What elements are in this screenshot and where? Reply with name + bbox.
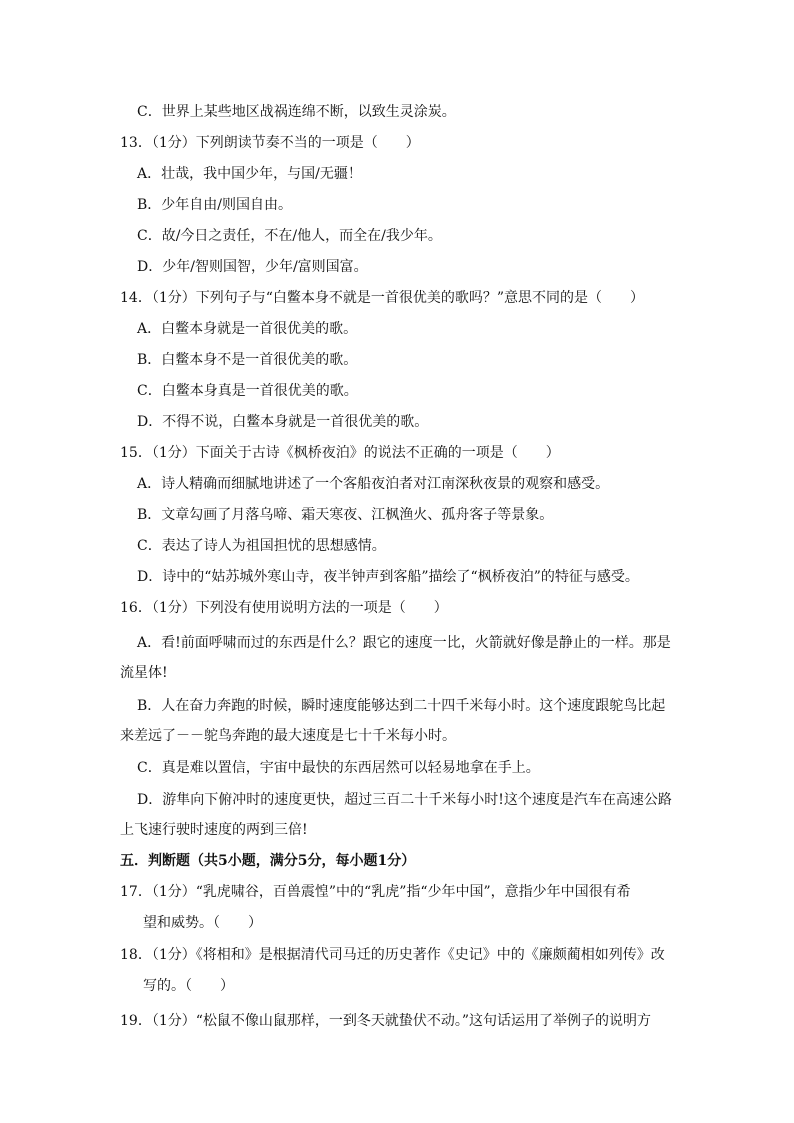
q16-option-b: B．人在奋力奔跑的时候，瞬时速度能够达到二十四千米每小时。这个速度跟鸵鸟比起 (137, 698, 666, 714)
q15-stem: 15．（1分）下面关于古诗《枫桥夜泊》的说法不正确的一项是（ ） (120, 445, 560, 461)
q16-option-d-cont: 上飞速行驶时速度的两到三倍! (120, 822, 308, 838)
q16-option-d: D．游隼向下俯冲时的速度更快，超过三百二十千米每小时!这个速度是汽车在高速公路 (137, 792, 672, 808)
q13-option-c: C．故/今日之责任，不在/他人，而全在/我少年。 (137, 228, 442, 244)
q15-option-d: D．诗中的“姑苏城外寒山寺，夜半钟声到客船”描绘了“枫桥夜泊”的特征与感受。 (137, 569, 639, 585)
q14-option-d: D．不得不说，白鳖本身就是一首很优美的歌。 (137, 414, 429, 430)
q17-stem: 17．（1分）“乳虎啸谷，百兽震惶”中的“乳虎”指“少年中国”，意指少年中国很有希 (120, 884, 631, 900)
q16-stem: 16．（1分）下列没有使用说明方法的一项是（ ） (120, 600, 448, 616)
q16-option-a: A．看!前面呼啸而过的东西是什么？跟它的速度一比，火箭就好像是静止的一样。那是 (137, 635, 671, 651)
q14-stem: 14．（1分）下列句子与“白鳖本身不就是一首很优美的歌吗？”意思不同的是（ ） (120, 290, 645, 306)
q13-option-d: D．少年/智则国智，少年/富则国富。 (137, 259, 368, 275)
q12-option-c: C．世界上某些地区战祸连绵不断，以致生灵涂炭。 (137, 104, 456, 120)
q18-stem: 18．（1分）《将相和》是根据清代司马迁的历史著作《史记》中的《廉颇蔺相如列传》改 (120, 947, 665, 963)
q13-option-b: B．少年自由/则国自由。 (137, 197, 293, 213)
q13-stem: 13．（1分）下列朗读节奏不当的一项是（ ） (120, 135, 420, 151)
q16-option-b-cont: 来差远了－－鸵鸟奔跑的最大速度是七十千米每小时。 (120, 728, 456, 744)
q13-option-a: A．壮哉，我中国少年，与国/无疆！ (137, 166, 362, 182)
q14-option-a: A．白鳖本身就是一首很优美的歌。 (137, 321, 358, 337)
q15-option-b: B．文章勾画了月落乌啼、霜天寒夜、江枫渔火、孤舟客子等景象。 (137, 507, 554, 523)
q15-option-c: C．表达了诗人为祖国担忧的思想感情。 (137, 538, 386, 554)
q16-option-a-cont: 流星体! (120, 665, 168, 681)
q19-stem: 19．（1分）“松鼠不像山鼠那样，一到冬天就蛰伏不动。”这句话运用了举例子的说明方 (120, 1013, 652, 1029)
q17-stem-cont: 望和威势。（ ） (143, 915, 262, 931)
q15-option-a: A．诗人精确而细腻地讲述了一个客船夜泊者对江南深秋夜景的观察和感受。 (137, 476, 610, 492)
q16-option-c: C．真是难以置信，宇宙中最快的东西居然可以轻易地拿在手上。 (137, 760, 540, 776)
q14-option-b: B．白鳖本身不是一首很优美的歌。 (137, 352, 358, 368)
q14-option-c: C．白鳖本身真是一首很优美的歌。 (137, 383, 358, 399)
q18-stem-cont: 写的。（ ） (143, 978, 234, 994)
section-heading-judgment: 五．判断题（共5小题，满分5分，每小题1分） (120, 853, 416, 869)
